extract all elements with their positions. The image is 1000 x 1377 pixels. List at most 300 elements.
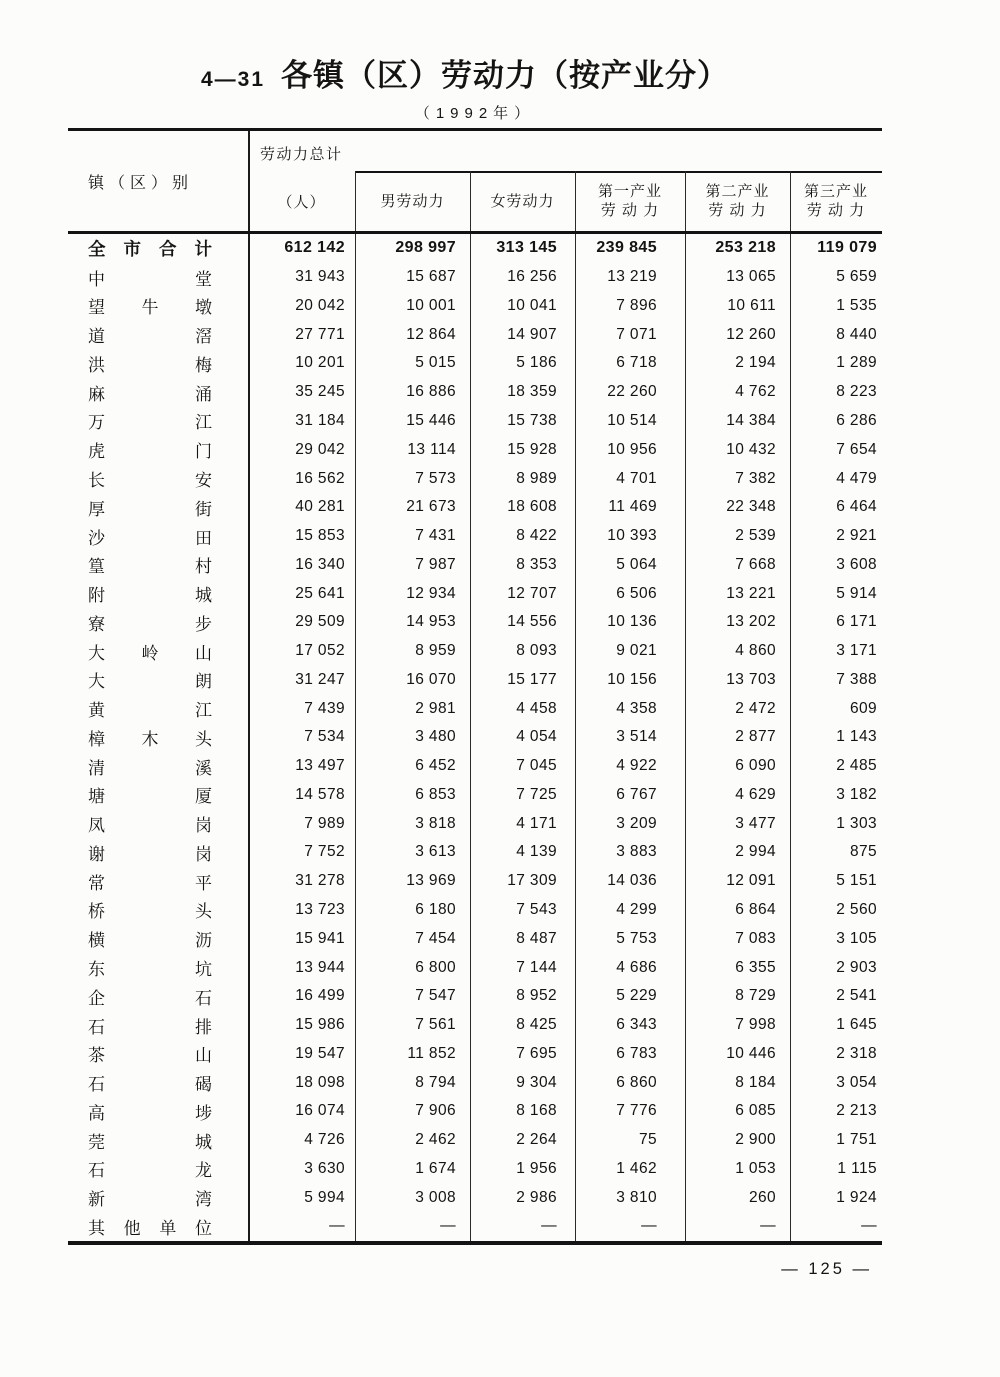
value-cell: 13 202	[726, 613, 776, 631]
row-name: 寮 步	[88, 614, 212, 634]
value-cell: 2 541	[836, 987, 877, 1005]
header-divider	[575, 171, 576, 231]
value-cell: 3 514	[616, 728, 657, 746]
value-cell: 2 981	[415, 699, 456, 717]
value-cell: 2 921	[836, 527, 877, 545]
table-row	[68, 349, 882, 378]
value-cell: 6 171	[836, 613, 877, 631]
value-cell: 10 136	[607, 613, 657, 631]
column-header-female-label: 女劳动力	[490, 192, 555, 210]
value-cell: 7 083	[735, 929, 776, 947]
value-cell: 6 864	[735, 900, 776, 918]
column-divider	[685, 234, 686, 1241]
value-cell: 10 041	[507, 296, 557, 314]
value-cell: 13 114	[407, 440, 456, 458]
value-cell: 8 223	[836, 383, 877, 401]
value-cell: 29 042	[295, 440, 345, 458]
value-cell: 7 534	[304, 728, 345, 746]
value-cell: 14 578	[295, 785, 345, 803]
value-cell: 5 994	[304, 1188, 345, 1206]
value-cell: 3 480	[415, 728, 456, 746]
value-cell: 7 668	[735, 555, 776, 573]
value-cell: 1 143	[836, 728, 877, 746]
column-header-unit: （人）	[277, 193, 326, 211]
table-row	[68, 1212, 882, 1241]
row-name: 东 坑	[88, 960, 212, 980]
value-cell: 6 860	[616, 1073, 657, 1091]
value-cell: 260	[748, 1188, 776, 1206]
value-cell: 15 853	[295, 527, 345, 545]
value-cell: 25 641	[295, 584, 345, 602]
column-divider	[790, 234, 791, 1241]
row-name: 樟 木 头	[88, 729, 212, 749]
value-cell: 3 818	[415, 814, 456, 832]
value-cell: 1 115	[837, 1159, 877, 1177]
table-row	[68, 263, 882, 292]
row-name: 沙 田	[88, 528, 212, 548]
value-cell: 2 462	[415, 1131, 456, 1149]
table-row	[68, 896, 882, 925]
value-cell: 13 065	[726, 268, 776, 286]
value-cell: 16 256	[507, 268, 557, 286]
value-cell: 7 439	[304, 699, 345, 717]
value-cell: 21 673	[406, 498, 456, 516]
row-name: 万 江	[88, 413, 212, 433]
value-cell: 2 472	[735, 699, 776, 717]
value-cell: 1 289	[836, 354, 877, 372]
value-cell: 5 064	[616, 555, 657, 573]
value-cell: 8 952	[516, 987, 557, 1005]
page-number: — 125 —	[781, 1260, 872, 1278]
table-row	[68, 838, 882, 867]
value-cell: 11 469	[608, 498, 657, 516]
column-divider	[575, 234, 576, 1241]
value-cell: 4 358	[616, 699, 657, 717]
title-row	[0, 50, 930, 95]
value-cell: 8 353	[516, 555, 557, 573]
value-cell: —	[440, 1217, 456, 1235]
value-cell: 10 432	[726, 440, 776, 458]
value-cell: 3 171	[836, 642, 877, 660]
value-cell: 2 986	[516, 1188, 557, 1206]
header-divider	[248, 131, 250, 231]
value-cell: 10 611	[727, 296, 776, 314]
table-row	[68, 1155, 882, 1184]
value-cell: 2 994	[735, 843, 776, 861]
value-cell: 9 021	[616, 642, 657, 660]
value-cell: 3 182	[836, 785, 877, 803]
table-row	[68, 320, 882, 349]
value-cell: 7 725	[516, 785, 557, 803]
value-cell: 35 245	[295, 383, 345, 401]
value-cell: 12 934	[406, 584, 456, 602]
column-divider	[248, 234, 250, 1241]
row-name: 凤 岗	[88, 816, 212, 836]
value-cell: 40 281	[295, 498, 345, 516]
row-name: 新 湾	[88, 1190, 212, 1210]
value-cell: 4 686	[616, 958, 657, 976]
table-row	[68, 579, 882, 608]
value-cell: 6 506	[616, 584, 657, 602]
value-cell: 14 556	[507, 613, 557, 631]
value-cell: 1 303	[836, 814, 877, 832]
row-name: 企 石	[88, 988, 212, 1008]
header-divider	[790, 171, 791, 231]
value-cell: 3 613	[415, 843, 456, 861]
value-cell: 2 213	[836, 1102, 877, 1120]
value-cell: 22 260	[607, 383, 657, 401]
value-cell: 4 171	[516, 814, 557, 832]
value-cell: 1 462	[616, 1159, 657, 1177]
value-cell: 3 630	[304, 1159, 345, 1177]
value-cell: 7 382	[735, 469, 776, 487]
value-cell: 7 776	[616, 1102, 657, 1120]
value-cell: 13 969	[406, 872, 456, 890]
value-cell: 10 001	[406, 296, 456, 314]
value-cell: —	[760, 1217, 776, 1235]
value-cell: 609	[849, 699, 877, 717]
value-cell: 4 458	[516, 699, 557, 717]
value-cell: —	[641, 1217, 657, 1235]
value-cell: 7 998	[735, 1016, 776, 1034]
value-cell: 75	[638, 1131, 657, 1149]
row-name: 厚 街	[88, 499, 212, 519]
row-name: 麻 涌	[88, 384, 212, 404]
value-cell: 2 485	[836, 757, 877, 775]
table-row	[68, 407, 882, 436]
value-cell: 12 260	[726, 325, 776, 343]
value-cell: 3 608	[836, 555, 877, 573]
value-cell: 31 278	[295, 872, 345, 890]
value-cell: 16 070	[406, 670, 456, 688]
value-cell: 12 091	[726, 872, 776, 890]
value-cell: 17 309	[507, 872, 557, 890]
value-cell: 7 989	[304, 814, 345, 832]
value-cell: 10 156	[607, 670, 657, 688]
value-cell: 8 440	[836, 325, 877, 343]
table-row	[68, 435, 882, 464]
value-cell: 1 645	[836, 1016, 877, 1034]
value-cell: 4 726	[304, 1131, 345, 1149]
value-cell: 10 201	[295, 354, 345, 372]
value-cell: —	[541, 1217, 557, 1235]
row-name: 附 城	[88, 586, 212, 606]
row-name: 石 龙	[88, 1161, 212, 1181]
value-cell: 14 384	[726, 411, 776, 429]
row-name: 常 平	[88, 873, 212, 893]
value-cell: 2 539	[735, 527, 776, 545]
value-cell: 6 355	[735, 958, 776, 976]
value-cell: 6 464	[836, 498, 877, 516]
value-cell: 3 883	[616, 843, 657, 861]
header-divider	[470, 171, 471, 231]
value-cell: 7 896	[616, 296, 657, 314]
value-cell: 14 907	[507, 325, 557, 343]
value-cell: 7 695	[516, 1044, 557, 1062]
value-cell: 6 452	[415, 757, 456, 775]
value-cell: 7 547	[415, 987, 456, 1005]
column-header-female	[470, 171, 575, 231]
value-cell: 16 886	[406, 383, 456, 401]
value-cell: 8 959	[415, 642, 456, 660]
value-cell: 15 928	[507, 440, 557, 458]
table-row	[68, 292, 882, 321]
value-cell: 9 304	[516, 1073, 557, 1091]
row-name: 大 岭 山	[88, 643, 212, 663]
value-cell: 3 209	[616, 814, 657, 832]
row-name: 全 市 合 计	[88, 238, 212, 259]
value-cell: 7 573	[415, 469, 456, 487]
value-cell: 2 264	[516, 1131, 557, 1149]
column-header-male	[355, 171, 470, 231]
value-cell: 18 359	[507, 383, 557, 401]
value-cell: 6 090	[735, 757, 776, 775]
table-row	[68, 694, 882, 723]
value-cell: 313 145	[496, 239, 557, 257]
column-header-town: 镇（区）别	[88, 174, 194, 192]
row-name: 洪 梅	[88, 355, 212, 375]
value-cell: 16 499	[295, 987, 345, 1005]
value-cell: 13 723	[295, 900, 345, 918]
value-cell: 15 446	[406, 411, 456, 429]
table-row	[68, 1068, 882, 1097]
value-cell: 3 477	[735, 814, 776, 832]
column-header-primary-industry: 第一产业 劳 动 力	[597, 183, 662, 219]
value-cell: 7 431	[415, 527, 456, 545]
table-row	[68, 493, 882, 522]
table-row	[68, 1126, 882, 1155]
value-cell: 13 221	[726, 584, 776, 602]
value-cell: 2 877	[735, 728, 776, 746]
value-cell: 15 738	[507, 411, 557, 429]
row-name: 道 滘	[88, 327, 212, 347]
value-cell: 4 299	[616, 900, 657, 918]
value-cell: 6 800	[415, 958, 456, 976]
value-cell: 10 393	[607, 527, 657, 545]
value-cell: 3 105	[836, 929, 877, 947]
value-cell: 1 674	[415, 1159, 456, 1177]
value-cell: 11 852	[407, 1044, 456, 1062]
value-cell: 4 860	[735, 642, 776, 660]
table-row	[68, 608, 882, 637]
value-cell: 4 479	[836, 469, 877, 487]
value-cell: 7 654	[836, 440, 877, 458]
value-cell: 7 987	[415, 555, 456, 573]
value-cell: 7 561	[415, 1016, 456, 1034]
value-cell: 7 543	[516, 900, 557, 918]
value-cell: 7 388	[836, 670, 877, 688]
row-name: 横 沥	[88, 931, 212, 951]
value-cell: 6 343	[616, 1016, 657, 1034]
value-cell: 5 015	[415, 354, 456, 372]
value-cell: 5 753	[616, 929, 657, 947]
value-cell: 1 924	[836, 1188, 877, 1206]
table-row	[68, 752, 882, 781]
row-name: 虎 门	[88, 442, 212, 462]
table-row	[68, 1183, 882, 1212]
row-name: 望 牛 墩	[88, 298, 212, 318]
row-name: 莞 城	[88, 1132, 212, 1152]
header-divider	[355, 171, 356, 231]
value-cell: 20 042	[295, 296, 345, 314]
value-cell: 3 810	[616, 1188, 657, 1206]
value-cell: 253 218	[715, 239, 776, 257]
value-cell: 10 514	[607, 411, 657, 429]
value-cell: 31 184	[295, 411, 345, 429]
row-name: 塘 厦	[88, 787, 212, 807]
value-cell: 8 487	[516, 929, 557, 947]
row-name: 高 埗	[88, 1103, 212, 1123]
value-cell: 8 794	[415, 1073, 456, 1091]
value-cell: 5 151	[836, 872, 877, 890]
value-cell: 31 247	[295, 670, 345, 688]
value-cell: 10 446	[726, 1044, 776, 1062]
table-row	[68, 723, 882, 752]
value-cell: 4 922	[616, 757, 657, 775]
value-cell: 8 729	[735, 987, 776, 1005]
value-cell: 7 752	[304, 843, 345, 861]
table-row	[68, 378, 882, 407]
row-name: 清 溪	[88, 758, 212, 778]
table-row	[68, 665, 882, 694]
value-cell: 8 184	[735, 1073, 776, 1091]
column-header-tertiary-industry: 第三产业 劳 动 力	[803, 183, 868, 219]
row-name: 其 他 单 位	[88, 1218, 212, 1238]
labor-force-table	[68, 128, 882, 1245]
value-cell: 13 497	[295, 757, 345, 775]
table-row	[68, 464, 882, 493]
value-cell: 7 144	[516, 958, 557, 976]
value-cell: 6 180	[415, 900, 456, 918]
value-cell: 15 687	[406, 268, 456, 286]
value-cell: 7 071	[616, 325, 657, 343]
table-row	[68, 781, 882, 810]
table-row	[68, 1011, 882, 1040]
value-cell: —	[329, 1217, 345, 1235]
value-cell: 27 771	[295, 325, 345, 343]
value-cell: 18 098	[295, 1073, 345, 1091]
value-cell: 4 054	[516, 728, 557, 746]
value-cell: 5 186	[516, 354, 557, 372]
value-cell: 4 139	[516, 843, 557, 861]
table-row	[68, 522, 882, 551]
value-cell: 2 903	[836, 958, 877, 976]
row-name: 茶 山	[88, 1046, 212, 1066]
value-cell: 8 422	[516, 527, 557, 545]
table-row	[68, 953, 882, 982]
value-cell: 6 286	[836, 411, 877, 429]
column-divider	[355, 234, 356, 1241]
page-subtitle: （1992年）	[414, 105, 536, 122]
value-cell: 8 989	[516, 469, 557, 487]
row-name: 石 碣	[88, 1075, 212, 1095]
value-cell: 19 547	[295, 1044, 345, 1062]
value-cell: 2 194	[735, 354, 776, 372]
table-row	[68, 1039, 882, 1068]
value-cell: 16 074	[295, 1102, 345, 1120]
table-header	[68, 128, 882, 234]
value-cell: 612 142	[284, 239, 345, 257]
value-cell: 875	[849, 843, 877, 861]
value-cell: 119 079	[817, 239, 877, 257]
value-cell: 14 036	[607, 872, 657, 890]
value-cell: 15 986	[295, 1016, 345, 1034]
value-cell: 8 425	[516, 1016, 557, 1034]
value-cell: 13 944	[295, 958, 345, 976]
value-cell: 16 562	[295, 469, 345, 487]
value-cell: 17 052	[295, 642, 345, 660]
row-name: 篁 村	[88, 557, 212, 577]
value-cell: 5 659	[836, 268, 877, 286]
value-cell: 15 941	[295, 929, 345, 947]
value-cell: 7 045	[516, 757, 557, 775]
value-cell: 13 219	[607, 268, 657, 286]
value-cell: 6 767	[616, 785, 657, 803]
row-name: 中 堂	[88, 269, 212, 289]
table-row	[68, 637, 882, 666]
value-cell: 15 177	[507, 670, 557, 688]
row-name: 大 朗	[88, 672, 212, 692]
value-cell: 239 845	[596, 239, 657, 257]
value-cell: 13 703	[726, 670, 776, 688]
row-name: 长 安	[88, 471, 212, 490]
value-cell: 1 535	[836, 296, 877, 314]
value-cell: 4 762	[735, 383, 776, 401]
value-cell: 3 054	[836, 1073, 877, 1091]
value-cell: 8 093	[516, 642, 557, 660]
value-cell: 16 340	[295, 555, 345, 573]
value-cell: 12 864	[406, 325, 456, 343]
value-cell: 2 560	[836, 900, 877, 918]
table-row	[68, 867, 882, 896]
column-header-total-group: 劳动力总计	[260, 146, 343, 163]
row-name: 谢 岗	[88, 844, 212, 864]
value-cell: 1 053	[735, 1159, 776, 1177]
value-cell: 1 751	[836, 1131, 877, 1149]
row-name: 桥 头	[88, 902, 212, 922]
value-cell: 14 953	[406, 613, 456, 631]
value-cell: 8 168	[516, 1102, 557, 1120]
table-row	[68, 550, 882, 579]
value-cell: 6 783	[616, 1044, 657, 1062]
value-cell: 29 509	[295, 613, 345, 631]
table-number: 4—31	[200, 68, 266, 91]
table-row	[68, 234, 882, 263]
value-cell: 6 718	[616, 354, 657, 372]
value-cell: 1 956	[516, 1159, 557, 1177]
value-cell: 6 085	[735, 1102, 776, 1120]
table-row	[68, 982, 882, 1011]
table-row	[68, 924, 882, 953]
column-header-secondary-industry: 第二产业 劳 动 力	[705, 183, 770, 219]
value-cell: 2 900	[735, 1131, 776, 1149]
value-cell: 4 701	[616, 469, 657, 487]
value-cell: —	[861, 1217, 877, 1235]
value-cell: 18 608	[507, 498, 557, 516]
value-cell: 298 997	[395, 239, 456, 257]
value-cell: 22 348	[726, 498, 776, 516]
value-cell: 7 454	[415, 929, 456, 947]
value-cell: 4 629	[735, 785, 776, 803]
table-row	[68, 1097, 882, 1126]
value-cell: 5 914	[836, 584, 877, 602]
value-cell: 5 229	[616, 987, 657, 1005]
column-header-male-label: 男劳动力	[380, 192, 445, 210]
page-title: 各镇（区）劳动力（按产业分）	[281, 58, 730, 93]
row-name: 石 排	[88, 1017, 212, 1037]
row-name: 黄 江	[88, 701, 212, 721]
value-cell: 6 853	[415, 785, 456, 803]
